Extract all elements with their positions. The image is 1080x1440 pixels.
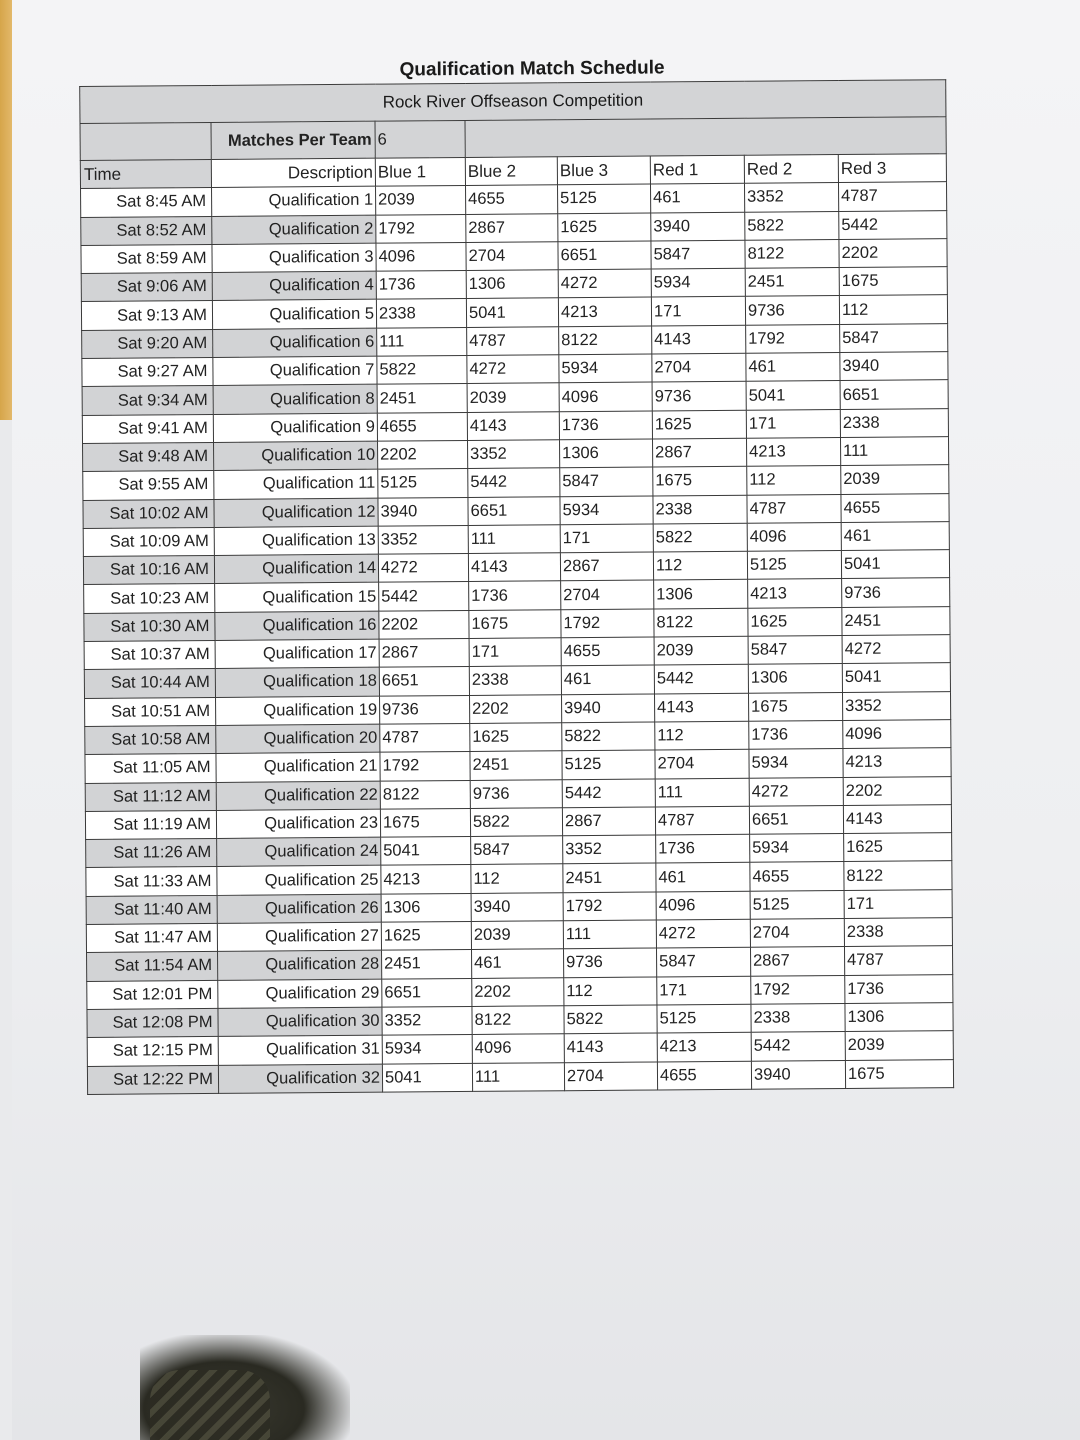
time-cell: Sat 11:47 AM <box>86 923 217 952</box>
description-cell: Qualification 6 <box>213 328 377 358</box>
red1-cell: 2039 <box>654 636 748 665</box>
blue2-cell: 4143 <box>468 553 560 582</box>
description-cell: Qualification 17 <box>215 639 379 669</box>
description-cell: Qualification 5 <box>212 300 376 330</box>
description-cell: Qualification 26 <box>217 894 381 924</box>
blue1-cell: 2039 <box>376 186 466 215</box>
red3-cell: 3940 <box>840 352 948 381</box>
blue3-cell: 1306 <box>559 439 652 468</box>
red1-cell: 2867 <box>652 438 746 467</box>
red1-cell: 5125 <box>657 1004 751 1033</box>
red3-cell: 171 <box>844 889 952 918</box>
time-cell: Sat 10:02 AM <box>83 499 214 528</box>
blue3-cell: 1736 <box>559 411 652 440</box>
blue1-cell: 2202 <box>379 610 469 639</box>
blue1-cell: 1792 <box>380 752 470 781</box>
red2-cell: 1625 <box>748 607 842 636</box>
blue1-cell: 5041 <box>381 837 471 866</box>
description-cell: Qualification 15 <box>215 583 379 613</box>
time-cell: Sat 10:30 AM <box>84 612 215 641</box>
time-cell: Sat 9:48 AM <box>83 442 214 471</box>
description-cell: Qualification 12 <box>214 498 378 528</box>
red3-cell: 2202 <box>843 776 951 805</box>
blue1-cell: 2202 <box>378 440 468 469</box>
blue1-cell: 1625 <box>381 921 471 950</box>
time-cell: Sat 8:45 AM <box>81 188 212 217</box>
blue3-cell: 2704 <box>564 1061 657 1090</box>
blue1-cell: 2338 <box>376 299 466 328</box>
blue1-cell: 3352 <box>382 1006 472 1035</box>
header-red2: Red 2 <box>744 155 838 184</box>
red3-cell: 8122 <box>844 861 952 890</box>
time-cell: Sat 11:54 AM <box>87 952 218 981</box>
blue1-cell: 6651 <box>379 667 469 696</box>
red2-cell: 5125 <box>747 551 841 580</box>
description-cell: Qualification 11 <box>214 469 378 499</box>
red2-cell: 9736 <box>745 296 839 325</box>
red2-cell: 8122 <box>745 239 839 268</box>
red3-cell: 111 <box>840 437 948 466</box>
time-cell: Sat 12:15 PM <box>87 1037 218 1066</box>
blue1-cell: 2451 <box>377 384 467 413</box>
blue3-cell: 5847 <box>560 467 653 496</box>
description-cell: Qualification 19 <box>216 696 380 726</box>
blue2-cell: 9736 <box>470 779 562 808</box>
red2-cell: 5934 <box>749 749 843 778</box>
blue2-cell: 1736 <box>469 581 561 610</box>
red1-cell: 2704 <box>655 749 749 778</box>
blue1-cell: 8122 <box>380 780 470 809</box>
blue2-cell: 3352 <box>467 440 559 469</box>
blue2-cell: 2867 <box>466 213 558 242</box>
description-cell: Qualification 21 <box>216 752 380 782</box>
red1-cell: 5847 <box>656 948 750 977</box>
red1-cell: 112 <box>655 721 749 750</box>
red3-cell: 2451 <box>842 606 950 635</box>
description-cell: Qualification 7 <box>213 356 377 386</box>
blue2-cell: 4787 <box>467 327 559 356</box>
blue3-cell: 4143 <box>564 1033 657 1062</box>
blue3-cell: 3352 <box>563 835 656 864</box>
description-cell: Qualification 2 <box>212 215 376 245</box>
description-cell: Qualification 14 <box>214 554 378 584</box>
red3-cell: 5442 <box>839 210 947 239</box>
blue2-cell: 3940 <box>471 892 563 921</box>
red2-cell: 1306 <box>748 664 842 693</box>
blue1-cell: 9736 <box>380 695 470 724</box>
red3-cell: 112 <box>839 295 947 324</box>
red1-cell: 5442 <box>654 665 748 694</box>
blue1-cell: 5442 <box>379 582 469 611</box>
time-cell: Sat 10:51 AM <box>85 697 216 726</box>
blue3-cell: 6651 <box>558 241 651 270</box>
red3-cell: 1675 <box>845 1059 953 1088</box>
red1-cell: 4096 <box>656 891 750 920</box>
blue2-cell: 2338 <box>469 666 561 695</box>
description-cell: Qualification 30 <box>218 1007 382 1037</box>
blue2-cell: 5442 <box>468 468 560 497</box>
blue1-cell: 5934 <box>382 1035 472 1064</box>
description-cell: Qualification 8 <box>213 385 377 415</box>
time-cell: Sat 11:05 AM <box>85 754 216 783</box>
header-blue2: Blue 2 <box>465 157 557 186</box>
time-cell: Sat 10:23 AM <box>84 584 215 613</box>
description-cell: Qualification 10 <box>214 441 378 471</box>
time-cell: Sat 11:19 AM <box>85 810 216 839</box>
red3-cell: 2338 <box>844 918 952 947</box>
blue2-cell: 6651 <box>468 496 560 525</box>
red2-cell: 112 <box>747 466 841 495</box>
blue3-cell: 2867 <box>560 552 653 581</box>
red3-cell: 2202 <box>839 239 947 268</box>
blue3-cell: 1625 <box>558 213 651 242</box>
red3-cell: 5847 <box>840 323 948 352</box>
blue1-cell: 1736 <box>376 271 466 300</box>
red3-cell: 4655 <box>841 493 949 522</box>
time-cell: Sat 11:12 AM <box>85 782 216 811</box>
red2-cell: 4096 <box>747 522 841 551</box>
time-cell: Sat 8:59 AM <box>81 244 212 273</box>
red2-cell: 2867 <box>750 947 844 976</box>
time-cell: Sat 9:06 AM <box>81 273 212 302</box>
red2-cell: 1736 <box>749 720 843 749</box>
blue1-cell: 4787 <box>380 723 470 752</box>
matches-per-team-label: Matches Per Team <box>211 121 375 159</box>
blue3-cell: 4213 <box>558 297 651 326</box>
red2-cell: 4787 <box>747 494 841 523</box>
header-red3: Red 3 <box>838 154 946 183</box>
blue1-cell: 4213 <box>381 865 471 894</box>
red1-cell: 5934 <box>651 268 745 297</box>
red2-cell: 4655 <box>750 862 844 891</box>
description-cell: Qualification 27 <box>217 922 381 952</box>
blue3-cell: 4096 <box>559 382 652 411</box>
red2-cell: 5822 <box>745 211 839 240</box>
blue3-cell: 2704 <box>561 580 654 609</box>
time-cell: Sat 9:27 AM <box>82 358 213 387</box>
blue2-cell: 5847 <box>471 836 563 865</box>
blue3-cell: 5934 <box>560 496 653 525</box>
red1-cell: 9736 <box>652 382 746 411</box>
red3-cell: 4096 <box>843 720 951 749</box>
schedule-document <box>79 53 953 1095</box>
blue2-cell: 4272 <box>467 355 559 384</box>
time-cell: Sat 9:20 AM <box>82 329 213 358</box>
blue2-cell: 1306 <box>466 270 558 299</box>
red2-cell: 5125 <box>750 890 844 919</box>
blue1-cell: 4272 <box>378 554 468 583</box>
time-cell: Sat 10:58 AM <box>85 725 216 754</box>
description-cell: Qualification 9 <box>213 413 377 443</box>
time-cell: Sat 9:13 AM <box>81 301 212 330</box>
blue2-cell: 1675 <box>469 609 561 638</box>
blue2-cell: 1625 <box>470 723 562 752</box>
red2-cell: 171 <box>746 409 840 438</box>
red2-cell: 1792 <box>746 324 840 353</box>
blue2-cell: 2704 <box>466 242 558 271</box>
header-time: Time <box>80 159 211 188</box>
time-cell: Sat 11:33 AM <box>86 867 217 896</box>
red1-cell: 4272 <box>656 919 750 948</box>
red1-cell: 1306 <box>654 580 748 609</box>
document-title: Qualification Match Schedule <box>399 57 665 81</box>
time-cell: Sat 9:55 AM <box>83 471 214 500</box>
blue1-cell: 4655 <box>377 412 467 441</box>
blue2-cell: 5822 <box>470 808 562 837</box>
red3-cell: 2039 <box>841 465 949 494</box>
red1-cell: 171 <box>651 297 745 326</box>
blue3-cell: 8122 <box>559 326 652 355</box>
blank-cell <box>80 122 211 160</box>
blue3-cell: 112 <box>564 977 657 1006</box>
schedule-table <box>79 79 954 1095</box>
blue1-cell: 111 <box>377 327 467 356</box>
blue1-cell: 1792 <box>376 214 466 243</box>
blue3-cell: 1792 <box>561 609 654 638</box>
blue3-cell: 5125 <box>557 184 650 213</box>
red3-cell: 5041 <box>841 550 949 579</box>
red2-cell: 1675 <box>748 692 842 721</box>
blue2-cell: 111 <box>468 525 560 554</box>
red1-cell: 1625 <box>652 410 746 439</box>
blue3-cell: 111 <box>563 920 656 949</box>
red3-cell: 1675 <box>839 267 947 296</box>
time-cell: Sat 12:08 PM <box>87 1008 218 1037</box>
time-cell: Sat 10:09 AM <box>83 527 214 556</box>
blue1-cell: 5041 <box>382 1063 472 1092</box>
blue3-cell: 4272 <box>558 269 651 298</box>
blue1-cell: 5822 <box>377 356 467 385</box>
red1-cell: 5822 <box>653 523 747 552</box>
red3-cell: 1625 <box>844 833 952 862</box>
description-cell: Qualification 3 <box>212 243 376 273</box>
time-cell: Sat 10:44 AM <box>84 669 215 698</box>
description-cell: Qualification 20 <box>216 724 380 754</box>
blue3-cell: 5934 <box>559 354 652 383</box>
red1-cell: 2338 <box>653 495 747 524</box>
description-cell: Qualification 18 <box>215 668 379 698</box>
red2-cell: 2451 <box>745 268 839 297</box>
time-cell: Sat 9:41 AM <box>82 414 213 443</box>
description-cell: Qualification 4 <box>212 271 376 301</box>
red2-cell: 4213 <box>748 579 842 608</box>
schedule-body <box>81 182 954 1094</box>
description-cell: Qualification 31 <box>218 1035 382 1065</box>
red1-cell: 1675 <box>653 467 747 496</box>
blue2-cell: 4096 <box>472 1034 564 1063</box>
red2-cell: 4213 <box>746 437 840 466</box>
blue3-cell: 5442 <box>562 779 655 808</box>
header-blue1: Blue 1 <box>375 157 465 186</box>
description-cell: Qualification 1 <box>212 186 376 216</box>
blue1-cell: 4096 <box>376 242 466 271</box>
blue1-cell: 5125 <box>378 469 468 498</box>
blue1-cell: 2451 <box>382 950 472 979</box>
description-cell: Qualification 22 <box>216 781 380 811</box>
blue2-cell: 2202 <box>470 694 562 723</box>
red1-cell: 111 <box>655 778 749 807</box>
red1-cell: 4655 <box>657 1061 751 1090</box>
time-cell: Sat 9:34 AM <box>82 386 213 415</box>
red3-cell: 4143 <box>843 804 951 833</box>
blue1-cell: 3940 <box>378 497 468 526</box>
red1-cell: 2704 <box>652 353 746 382</box>
red3-cell: 4787 <box>844 946 952 975</box>
red1-cell: 4787 <box>655 806 749 835</box>
time-cell: Sat 11:26 AM <box>86 839 217 868</box>
time-cell: Sat 10:16 AM <box>83 556 214 585</box>
red1-cell: 4213 <box>657 1032 751 1061</box>
description-cell: Qualification 13 <box>214 526 378 556</box>
red1-cell: 461 <box>656 863 750 892</box>
blue3-cell: 5125 <box>562 750 655 779</box>
red2-cell: 3940 <box>751 1060 845 1089</box>
blue3-cell: 171 <box>560 524 653 553</box>
matches-per-team-value: 6 <box>375 120 465 158</box>
red1-cell: 1736 <box>656 834 750 863</box>
red2-cell: 5041 <box>746 381 840 410</box>
blue1-cell: 1306 <box>381 893 471 922</box>
blue3-cell: 2451 <box>563 863 656 892</box>
time-cell: Sat 12:01 PM <box>87 980 218 1009</box>
red1-cell: 171 <box>657 976 751 1005</box>
blue1-cell: 6651 <box>382 978 472 1007</box>
blue3-cell: 3940 <box>561 694 654 723</box>
blue2-cell: 2039 <box>471 921 563 950</box>
red3-cell: 5041 <box>842 663 950 692</box>
red2-cell: 5934 <box>750 834 844 863</box>
description-cell: Qualification 28 <box>218 950 382 980</box>
red1-cell: 5847 <box>651 240 745 269</box>
blue3-cell: 461 <box>561 665 654 694</box>
description-cell: Qualification 24 <box>217 837 381 867</box>
blue2-cell: 461 <box>472 949 564 978</box>
red2-cell: 6651 <box>749 805 843 834</box>
blue3-cell: 1792 <box>563 892 656 921</box>
red2-cell: 5847 <box>748 636 842 665</box>
blue1-cell: 2867 <box>379 639 469 668</box>
blue2-cell: 2039 <box>467 383 559 412</box>
blue1-cell: 1675 <box>380 808 470 837</box>
header-description: Description <box>211 158 375 188</box>
red2-cell: 1792 <box>751 975 845 1004</box>
description-cell: Qualification 32 <box>218 1064 382 1094</box>
time-cell: Sat 8:52 AM <box>81 216 212 245</box>
red2-cell: 2704 <box>750 919 844 948</box>
blue2-cell: 2202 <box>472 977 564 1006</box>
red2-cell: 4272 <box>749 777 843 806</box>
blue2-cell: 5041 <box>466 298 558 327</box>
header-red1: Red 1 <box>650 155 744 184</box>
time-cell: Sat 11:40 AM <box>86 895 217 924</box>
blue3-cell: 9736 <box>563 948 656 977</box>
red3-cell: 1306 <box>845 1003 953 1032</box>
blue2-cell: 111 <box>472 1062 564 1091</box>
description-cell: Qualification 23 <box>216 809 380 839</box>
blue2-cell: 171 <box>469 638 561 667</box>
red3-cell: 9736 <box>842 578 950 607</box>
blue2-cell: 112 <box>471 864 563 893</box>
red1-cell: 461 <box>650 184 744 213</box>
blue1-cell: 3352 <box>378 525 468 554</box>
blue2-cell: 4143 <box>467 411 559 440</box>
red3-cell: 2039 <box>845 1031 953 1060</box>
blue3-cell: 5822 <box>562 722 655 751</box>
description-cell: Qualification 29 <box>218 979 382 1009</box>
red2-cell: 5442 <box>751 1032 845 1061</box>
document-subtitle: Rock River Offseason Competition <box>80 80 946 124</box>
blue2-cell: 8122 <box>472 1006 564 1035</box>
red3-cell: 4213 <box>843 748 951 777</box>
time-cell: Sat 10:37 AM <box>84 640 215 669</box>
blue3-cell: 2867 <box>562 807 655 836</box>
time-cell: Sat 12:22 PM <box>87 1065 218 1094</box>
blank-cell <box>465 117 946 158</box>
red1-cell: 4143 <box>652 325 746 354</box>
header-blue3: Blue 3 <box>557 156 650 185</box>
red3-cell: 4272 <box>842 635 950 664</box>
red1-cell: 3940 <box>651 212 745 241</box>
red3-cell: 4787 <box>838 182 946 211</box>
description-cell: Qualification 16 <box>215 611 379 641</box>
blue2-cell: 2451 <box>470 751 562 780</box>
description-cell: Qualification 25 <box>217 866 381 896</box>
red3-cell: 6651 <box>840 380 948 409</box>
red3-cell: 461 <box>841 522 949 551</box>
blue3-cell: 4655 <box>561 637 654 666</box>
red2-cell: 461 <box>746 353 840 382</box>
blue3-cell: 5822 <box>564 1005 657 1034</box>
red1-cell: 4143 <box>654 693 748 722</box>
red1-cell: 8122 <box>654 608 748 637</box>
red1-cell: 112 <box>653 551 747 580</box>
red2-cell: 3352 <box>744 183 838 212</box>
red3-cell: 2338 <box>840 408 948 437</box>
red3-cell: 1736 <box>845 974 953 1003</box>
floor-object <box>150 1370 270 1440</box>
red3-cell: 3352 <box>842 691 950 720</box>
red2-cell: 2338 <box>751 1003 845 1032</box>
blue2-cell: 4655 <box>465 185 557 214</box>
